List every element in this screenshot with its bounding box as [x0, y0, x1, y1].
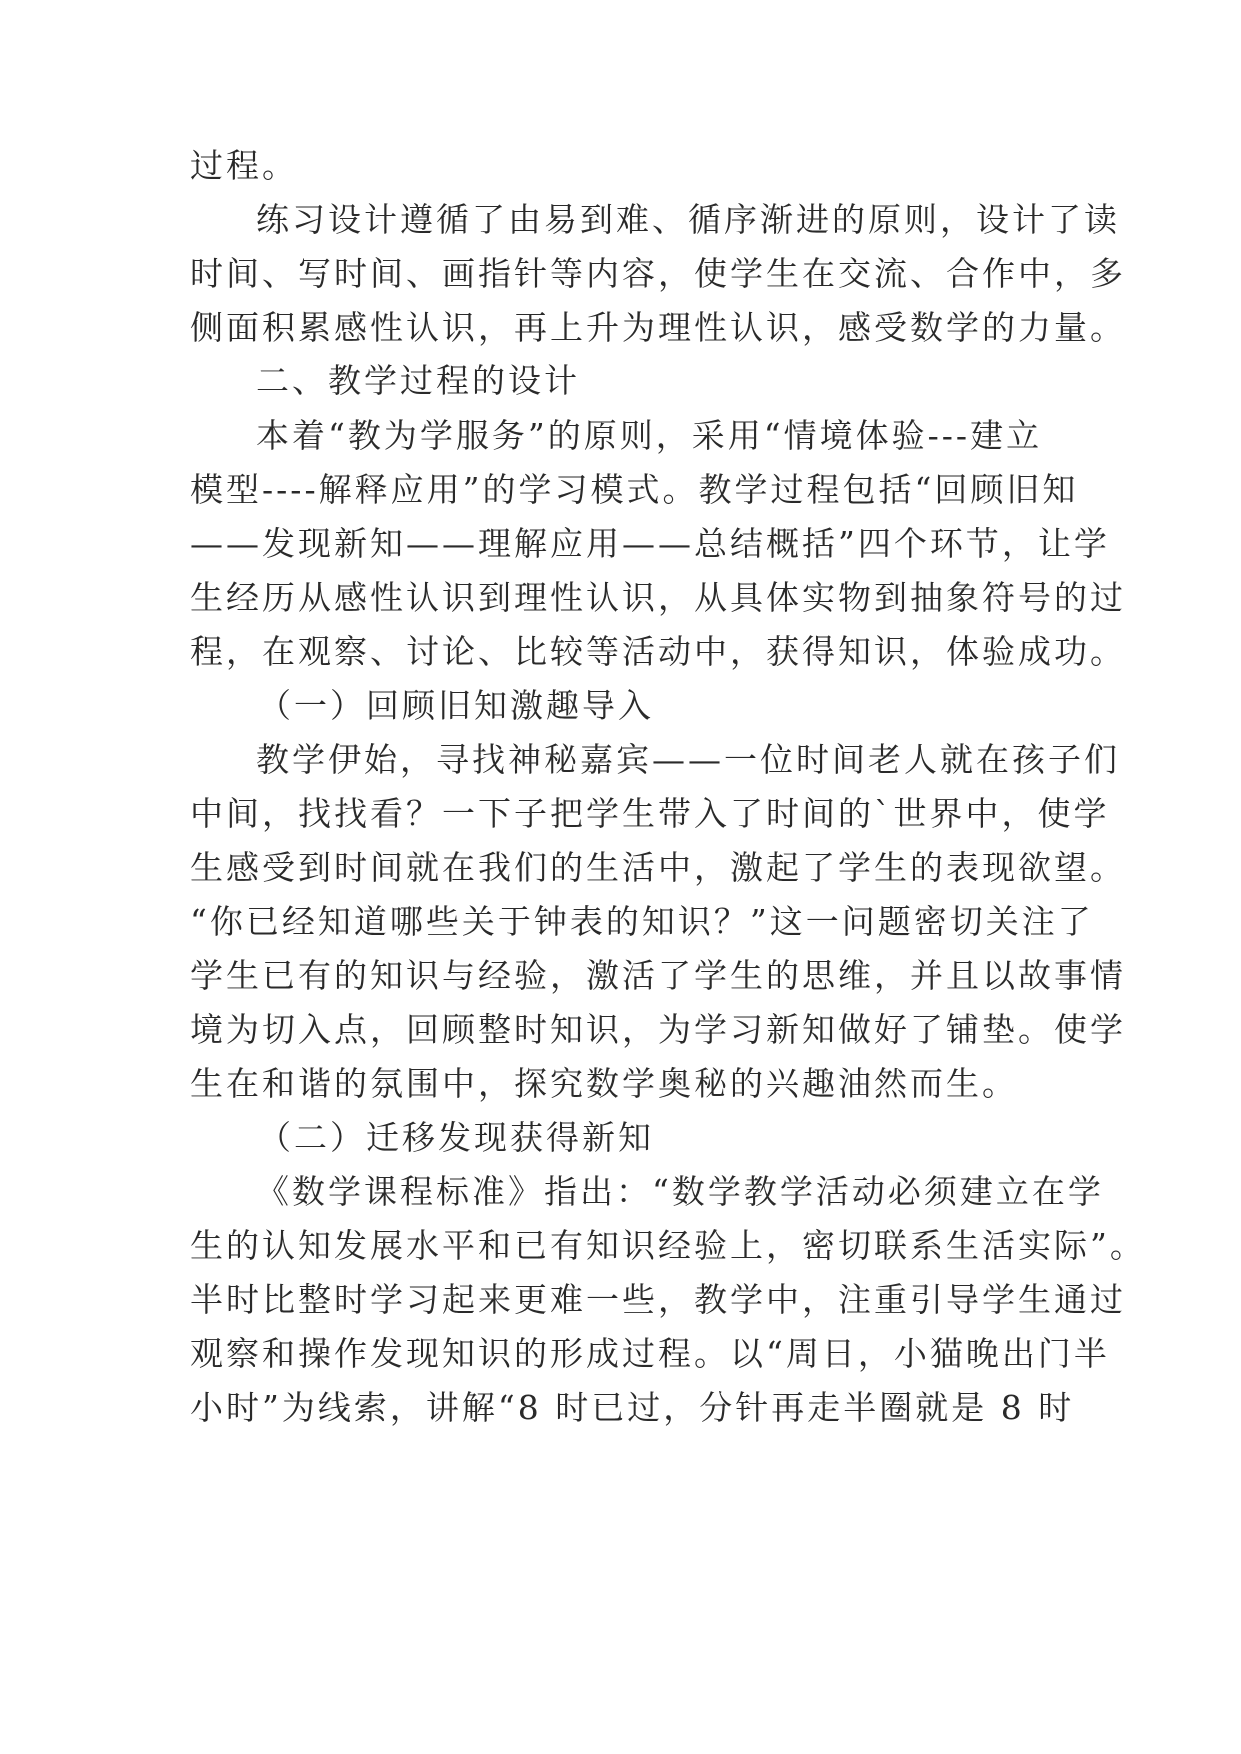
paragraph-start-line: 练习设计遵循了由易到难、循序渐进的原则，设计了读 — [256, 200, 1120, 239]
text-line: 生的认知发展水平和已有知识经验上，密切联系生活实际”。 — [190, 1226, 1146, 1265]
text-line: 过程。 — [190, 146, 298, 185]
text-line: 半时比整时学习起来更难一些，教学中，注重引导学生通过 — [190, 1280, 1126, 1319]
text-line: 小时”为线索，讲解“8 时已过，分针再走半圈就是 8 时 — [190, 1388, 1075, 1427]
text-line: 程，在观察、讨论、比较等活动中，获得知识，体验成功。 — [190, 632, 1126, 671]
text-line: “你已经知道哪些关于钟表的知识？”这一问题密切关注了 — [190, 902, 1094, 941]
paragraph-start-line: 教学伊始，寻找神秘嘉宾——一位时间老人就在孩子们 — [256, 740, 1120, 779]
text-line: 模型----解释应用”的学习模式。教学过程包括“回顾旧知 — [190, 470, 1079, 509]
text-line: 境为切入点，回顾整时知识，为学习新知做好了铺垫。使学 — [190, 1010, 1126, 1049]
paragraph-start-line: 本着“教为学服务”的原则，采用“情境体验---建立 — [256, 416, 1043, 455]
text-line: 观察和操作发现知识的形成过程。以“周日，小猫晚出门半 — [190, 1334, 1110, 1373]
text-line: ——发现新知——理解应用——总结概括”四个环节，让学 — [190, 524, 1110, 563]
text-line: 生在和谐的氛围中，探究数学奥秘的兴趣油然而生。 — [190, 1064, 1018, 1103]
paragraph-start-line: 《数学课程标准》指出：“数学教学活动必须建立在学 — [256, 1172, 1104, 1211]
text-line: 学生已有的知识与经验，激活了学生的思维，并且以故事情 — [190, 956, 1126, 995]
text-line: 生感受到时间就在我们的生活中，激起了学生的表现欲望。 — [190, 848, 1126, 887]
text-line: 生经历从感性认识到理性认识，从具体实物到抽象符号的过 — [190, 578, 1126, 617]
text-line: 中间，找找看？一下子把学生带入了时间的`世界中，使学 — [190, 794, 1110, 833]
text-line: 侧面积累感性认识，再上升为理性认识，感受数学的力量。 — [190, 308, 1126, 347]
text-line: 时间、写时间、画指针等内容，使学生在交流、合作中，多 — [190, 254, 1126, 293]
subsection-heading: （二）迁移发现获得新知 — [258, 1118, 654, 1157]
subsection-heading: （一）回顾旧知激趣导入 — [258, 686, 654, 725]
section-heading: 二、教学过程的设计 — [256, 361, 580, 400]
